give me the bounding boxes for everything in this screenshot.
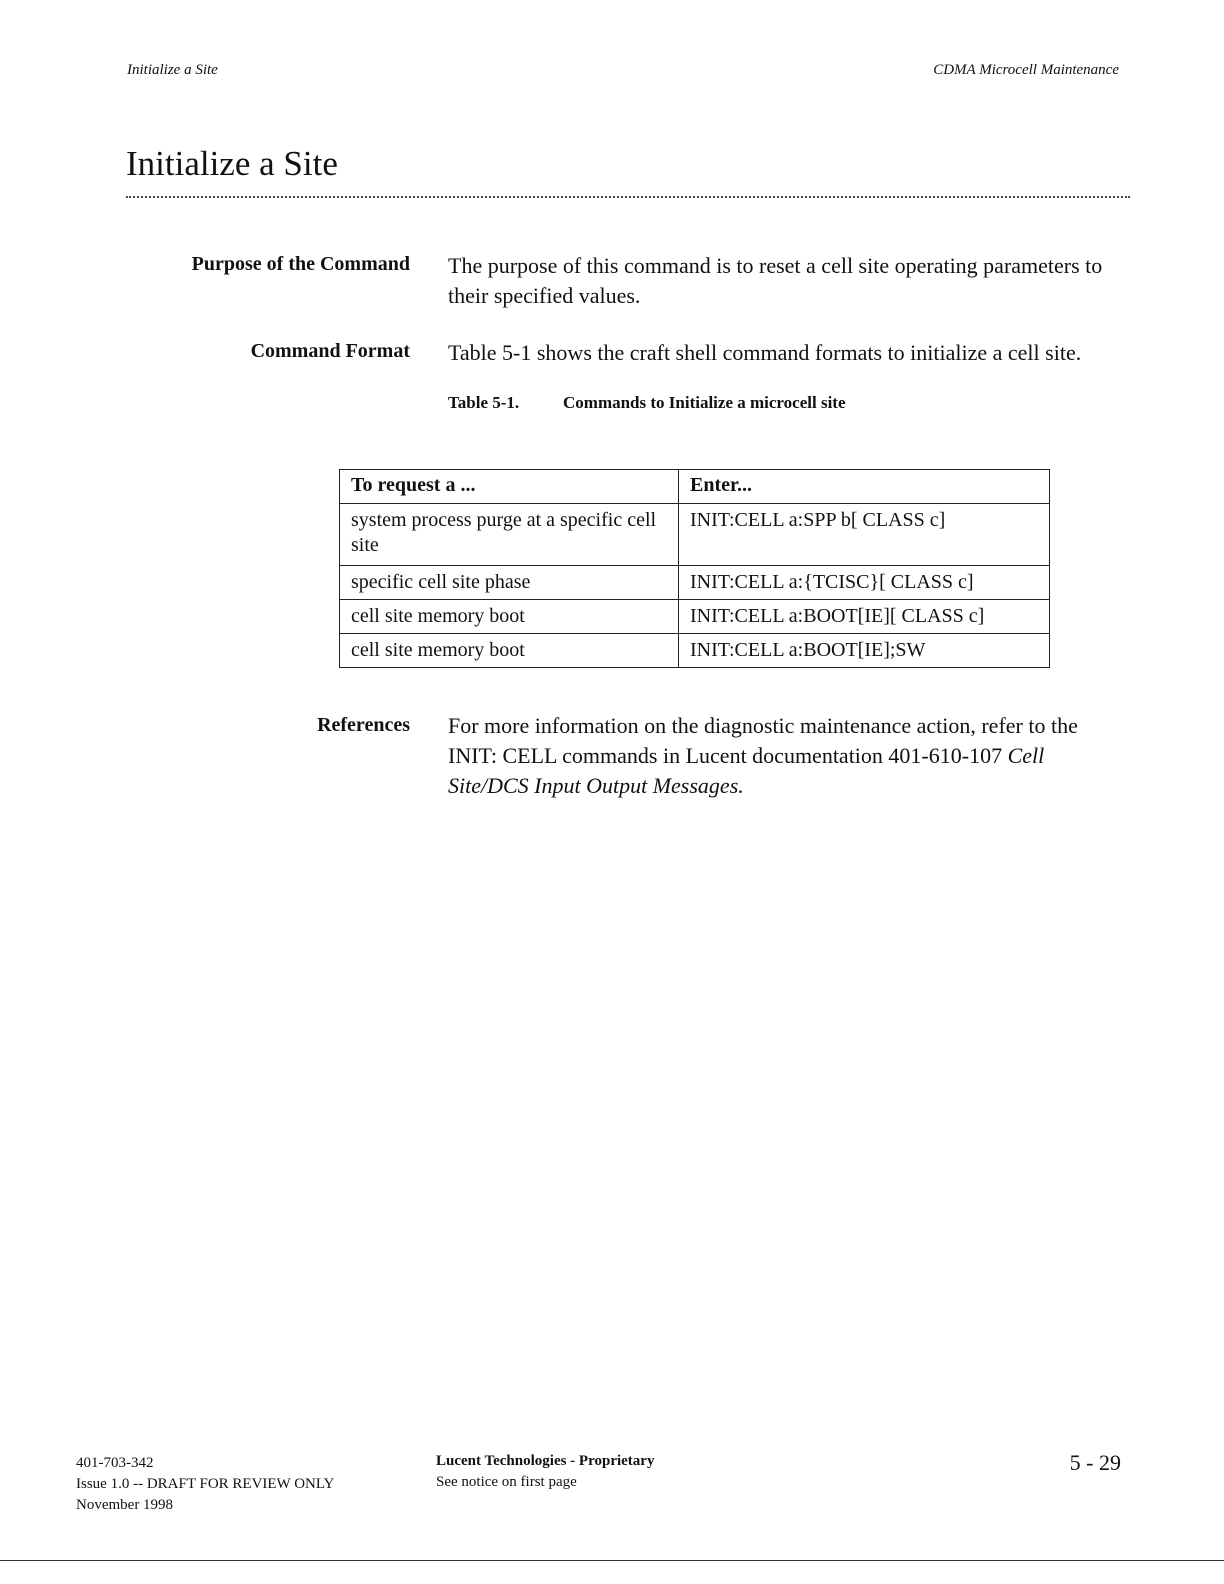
page-title: Initialize a Site — [126, 144, 338, 183]
footer-left — [76, 1453, 334, 1516]
title-divider — [126, 196, 1130, 198]
table-caption — [448, 393, 846, 413]
request-cell: system process purge at a specific cell site — [340, 504, 679, 566]
table-caption-number: Table 5-1. — [448, 393, 520, 412]
request-cell: cell site memory boot — [340, 634, 679, 668]
running-header-left: Initialize a Site — [127, 62, 218, 78]
table-row — [340, 504, 1050, 566]
table-caption-title: Commands to Initialize a microcell site — [563, 393, 846, 412]
footer-middle — [436, 1451, 654, 1493]
table-row — [340, 600, 1050, 634]
table-header-row — [340, 470, 1050, 504]
table-row — [340, 566, 1050, 600]
references-text — [448, 711, 1128, 801]
references-label: References — [317, 714, 410, 736]
running-header-right: CDMA Microcell Maintenance — [933, 62, 1119, 78]
request-cell: specific cell site phase — [340, 566, 679, 600]
footer-notice: See notice on first page — [436, 1474, 577, 1490]
footer-date: November 1998 — [76, 1497, 174, 1513]
footer-issue: Issue 1.0 -- DRAFT FOR REVIEW ONLY — [76, 1476, 335, 1492]
enter-cell: INIT:CELL a:BOOT[IE];SW — [679, 634, 1050, 668]
enter-cell: INIT:CELL a:{TCISC}[ CLASS c] — [679, 566, 1050, 600]
purpose-label: Purpose of the Command — [191, 253, 410, 275]
enter-cell: INIT:CELL a:SPP b[ CLASS c] — [679, 504, 1050, 566]
request-cell: cell site memory boot — [340, 600, 679, 634]
references-text-italic: Cell Site/DCS Input Output Messages. — [448, 743, 1045, 798]
enter-cell: INIT:CELL a:BOOT[IE][ CLASS c] — [679, 600, 1050, 634]
command-format-label: Command Format — [250, 340, 410, 362]
page-number: 5 - 29 — [1069, 1450, 1121, 1475]
command-format-text: Table 5-1 shows the craft shell command formats to initialize a cell site. — [448, 340, 1082, 365]
footer-doc-number: 401-703-342 — [76, 1455, 154, 1471]
commands-table — [339, 469, 1050, 668]
column-header-request: To request a ... — [340, 470, 679, 504]
purpose-text: The purpose of this command is to reset a cell site operating parameters to their specified values. — [448, 253, 1103, 308]
bottom-divider — [0, 1560, 1224, 1561]
table-row — [340, 634, 1050, 668]
column-header-enter: Enter... — [679, 470, 1050, 504]
footer-company: Lucent Technologies - Proprietary — [436, 1453, 655, 1469]
references-text-plain: For more information on the diagnostic maintenance action, refer to the INIT: CELL commands in Lucent documentation 401-610-107 — [448, 713, 1078, 768]
